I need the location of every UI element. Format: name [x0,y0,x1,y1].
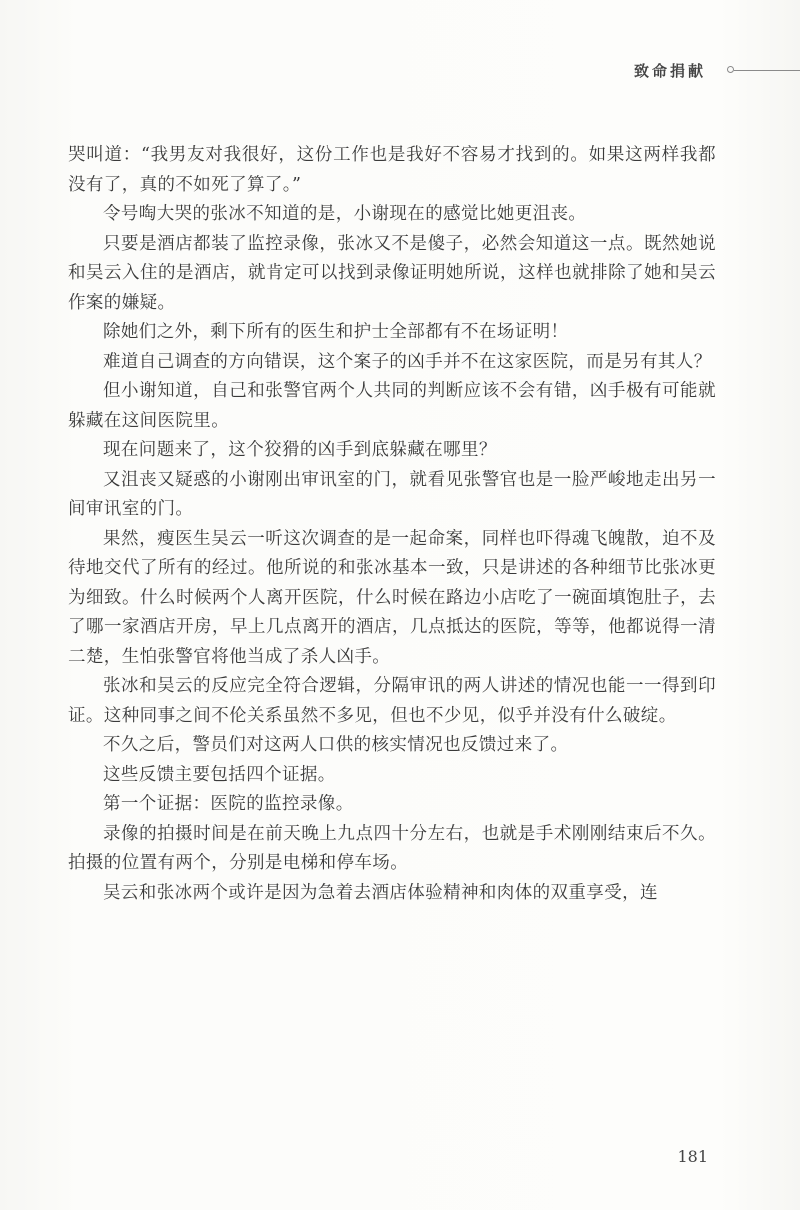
paragraph: 难道自己调查的方向错误，这个案子的凶手并不在这家医院，而是另有其人？ [103,351,712,372]
paragraph: 第一个证据：医院的监控录像。 [103,794,354,814]
page-number: 181 [677,1147,708,1166]
paragraph: 只要是酒店都装了监控录像，张冰又不是傻子，必然会知道这一点。既然她说和吴云入住的是酒店，就肯定可以找到录像证明她所说，这样也就排除了她和吴云作案的嫌疑。 [68,233,716,313]
paragraph: 吴云和张冰两个或许是因为急着去酒店体验精神和肉体的双重享受，连 [103,882,658,903]
running-title: 致命捐献 [634,62,707,80]
paragraph: 除她们之外，剩下所有的医生和护士全部都有不在场证明！ [103,322,569,342]
paragraph: 不久之后，警员们对这两人口供的核实情况也反馈过来了。 [103,735,569,755]
paragraph: 录像的拍摄时间是在前天晚上九点四十分左右，也就是手术刚刚结束后不久。拍摄的位置有两个，分别是电梯和停车场。 [68,823,716,873]
paragraph: 但小谢知道，自己和张警官两个人共同的判断应该不会有错，凶手极有可能就躲藏在这间医院里。 [68,381,716,431]
running-head [560,60,800,84]
paragraph: 现在问题来了，这个狡猾的凶手到底躲藏在哪里？ [103,440,497,460]
paragraph: 又沮丧又疑惑的小谢刚出审讯室的门，就看见张警官也是一脸严峻地走出另一间审讯室的门。 [68,469,716,519]
body-text [68,141,716,908]
header-ornament-icon [727,66,734,73]
paragraph: 令号啕大哭的张冰不知道的是，小谢现在的感觉比她更沮丧。 [103,204,587,224]
header-rule [734,70,800,71]
paragraph: 果然，瘦医生吴云一听这次调查的是一起命案，同样也吓得魂飞魄散，迫不及待地交代了所有的经过。他所说的和张冰基本一致，只是讲述的各种细节比张冰更为细致。什么时候两个人离开医院，什么时候在路边小店吃了一碗面填饱肚子，去了哪一家酒店开房，早上几点离开的酒店，几点抵达的医院，等等，他都说得一清二楚，生怕张警官将他当成了杀人凶手。 [68,528,716,667]
paragraph: 这些反馈主要包括四个证据。 [103,764,336,785]
paragraph-continued: 哭叫道：“我男友对我很好，这份工作也是我好不容易才找到的。如果这两样我都没有了，真的不如死了算了。” [68,145,716,195]
paragraph: 张冰和吴云的反应完全符合逻辑，分隔审讯的两人讲述的情况也能一一得到印证。这种同事之间不伦关系虽然不多见，但也不少见，似乎并没有什么破绽。 [68,676,716,726]
